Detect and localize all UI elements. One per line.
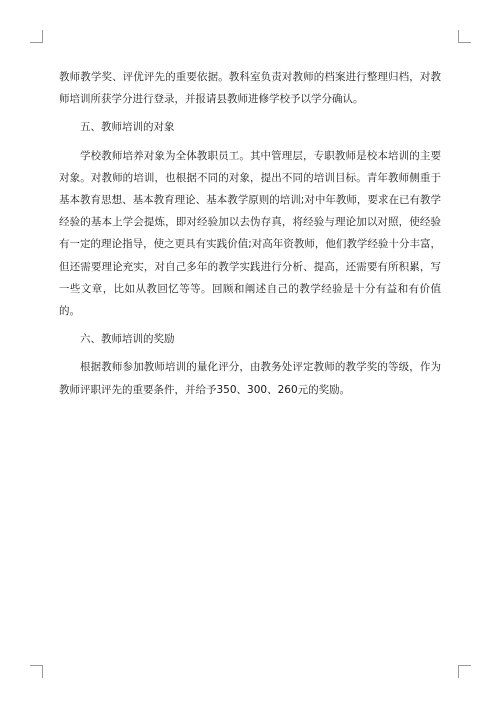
section-heading-training-targets: 五、教师培训的对象 — [80, 121, 175, 134]
section-heading-training-rewards: 六、教师培训的奖励 — [80, 333, 175, 346]
crop-mark-bottom-right — [458, 665, 471, 678]
document-body — [59, 66, 441, 401]
paragraph-training-rewards: 根据教师参加教师培训的量化评分，由教务处评定教师的教学奖的等级，作为教师评职评先的重要条件，并给予350、300、260元的奖励。 — [59, 361, 441, 396]
paragraph-training-targets: 学校教师培养对象为全体教职员工。其中管理层，专职教师是校本培训的主要对象。对教师的培训，也根据不同的对象，提出不同的培训目标。青年教师侧重于基本教育思想、基本教育理论、基本教学原则的培训;对中年教师，要求在已有教学经验的基本上学会提炼，即对经验加以去伪存真，将经验与理论加以对照，使经验有一定的理论指导，使之更具有实践价值;对高年资教师，他们教学经验十分丰富，但还需要理论充实，对自己多年的教学实践进行分析、提高，还需要有所积累，写一些文章，比如从教回忆等等。回顾和阐述自己的教学经验是十分有益和有价值的。 — [59, 149, 441, 318]
crop-mark-top-left — [30, 30, 43, 43]
paragraph-intro: 教师教学奖、评优评先的重要依据。教科室负责对教师的档案进行整理归档，对教师培训所获学分进行登录，并报请县教师进修学校予以学分确认。 — [59, 71, 441, 106]
crop-mark-top-right — [458, 30, 471, 43]
crop-mark-bottom-left — [30, 665, 43, 678]
